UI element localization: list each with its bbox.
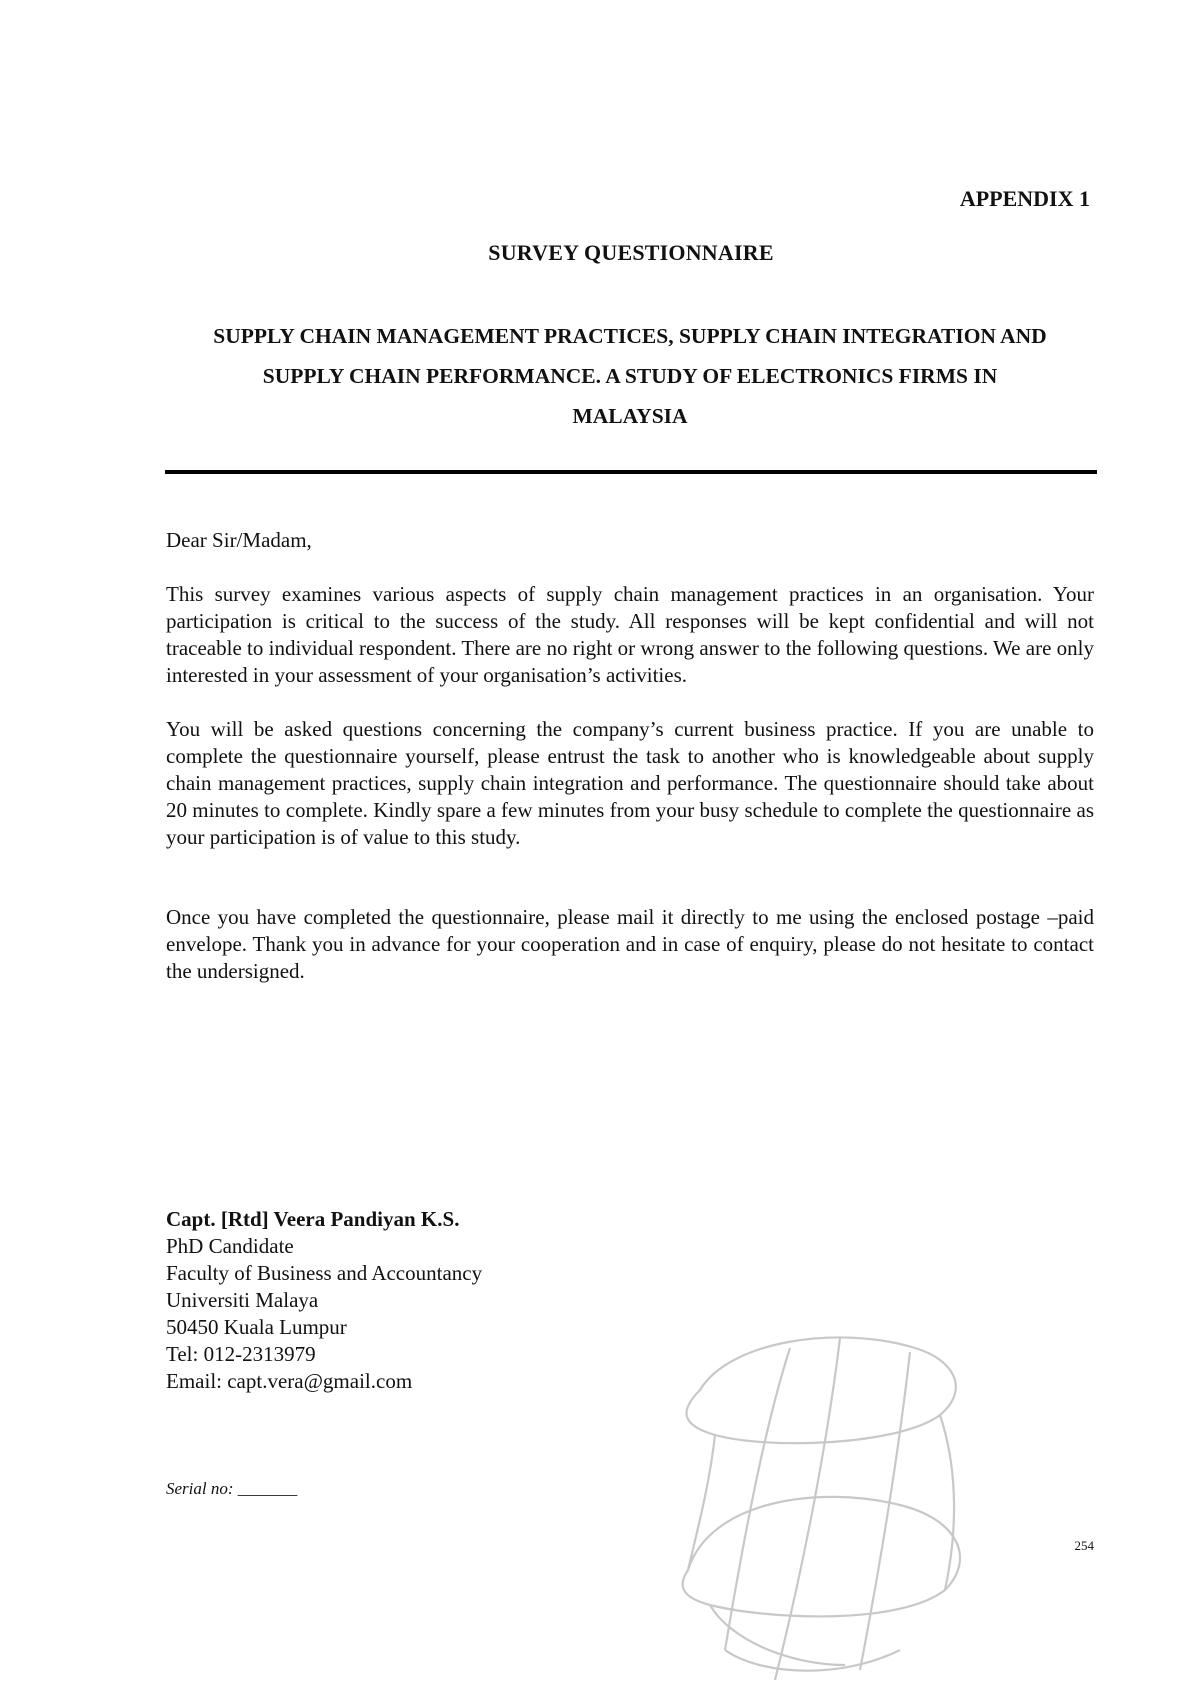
salutation: Dear Sir/Madam, [166,528,312,552]
signatory-university: Universiti Malaya [166,1288,319,1312]
paragraph-return: Once you have completed the questionnaire, please mail it directly to me using the enclosed postage –paid envelope. Thank you in advance for your cooperation and in case of enquiry, please do not hesitate to contact the undersigned. [166,905,1094,983]
survey-title: SURVEY QUESTIONNAIRE [488,240,774,265]
page-number: 254 [1074,1538,1094,1553]
university-crest-watermark-icon [670,1320,980,1690]
title-line: SUPPLY CHAIN MANAGEMENT PRACTICES, SUPPLY CHAIN INTEGRATION AND [213,324,1047,348]
paragraph-purpose: This survey examines various aspects of supply chain management practices in an organisation. Your participation is critical to the success of the study. All responses will be kept confidential and will not traceable to individual respondent. There are no right or wrong answer to the following questions. We are only interested in your assessment of your organisation’s activities. [166,582,1094,687]
signature-block [166,1206,482,1395]
signatory-phone: Tel: 012-2313979 [166,1342,316,1366]
title-line: MALAYSIA [572,404,688,428]
document-title [166,316,1094,436]
signatory-role: PhD Candidate [166,1234,294,1258]
appendix-label: APPENDIX 1 [959,186,1090,211]
title-line: SUPPLY CHAIN PERFORMANCE. A STUDY OF ELECTRONICS FIRMS IN [262,364,998,388]
paragraph-instructions: You will be asked questions concerning the company’s current business practice. If you are unable to complete the questionnaire yourself, please entrust the task to another who is knowledgeable about supply chain management practices, supply chain integration and performance. The questionnaire should take about 20 minutes to complete. Kindly spare a few minutes from your busy schedule to complete the questionnaire as your participation is of value to this study. [166,717,1094,849]
signatory-email: Email: capt.vera@gmail.com [166,1369,413,1393]
signatory-city: 50450 Kuala Lumpur [166,1315,347,1339]
signatory-name: Capt. [Rtd] Veera Pandiyan K.S. [166,1207,460,1231]
serial-number-field: Serial no: _______ [166,1479,298,1498]
signatory-faculty: Faculty of Business and Accountancy [166,1261,483,1285]
title-divider [165,470,1097,474]
